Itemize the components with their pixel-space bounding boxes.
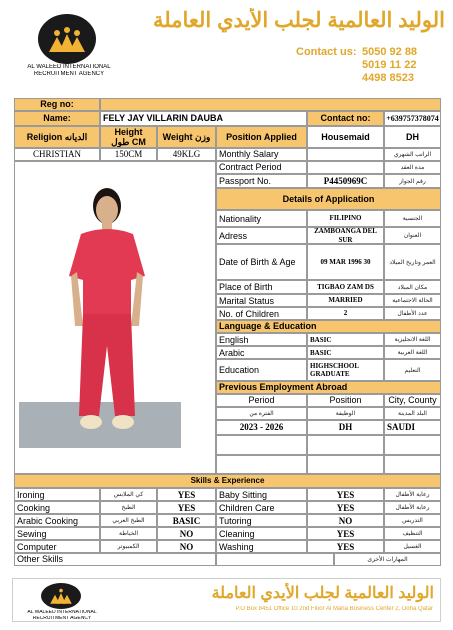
language-label: Arabic (216, 346, 307, 359)
footer-arabic-title: الوليد العالمية لجلب الأيدي العاملة (211, 585, 434, 602)
application-value: 2 (307, 307, 384, 320)
height-header (100, 126, 157, 148)
application-label: No. of Children (216, 307, 307, 320)
height-header-line2: طول CM (111, 137, 146, 147)
skill-label-right: Washing (216, 540, 307, 553)
col-position-header: Position (307, 394, 384, 407)
employment-city: SAUDI (384, 420, 441, 435)
employment-empty-row-4 (216, 455, 307, 474)
footer-logo-icon (46, 587, 76, 605)
other-skills-value (216, 553, 334, 566)
language-label: English (216, 333, 307, 346)
monthly-salary-value (307, 148, 384, 161)
skill-label-right: Baby Sitting (216, 488, 307, 501)
footer-address: P.O Box 8451 Office 10 2nd Floor Al Mana Business Center 2, Doha Qatar (235, 606, 433, 612)
col-city-header: City, County (384, 394, 441, 407)
contact-no-value: +639757378074 (384, 111, 441, 126)
employment-position: DH (307, 420, 384, 435)
skill-ar-right: التدريس (384, 514, 441, 527)
skill-value-right: NO (307, 514, 384, 527)
contract-period-label: Contract Period (216, 161, 307, 174)
person-figure-icon (19, 176, 181, 448)
skill-ar-left: الطبخ العربي (100, 514, 157, 527)
agency-name-line1: AL WALEED INTERNATIONAL (27, 64, 111, 70)
col-period-ar: الفترة من (216, 407, 307, 420)
footer-agency-line1: AL WALEED INTERNATIONAL (27, 610, 97, 615)
language-value: BASIC (307, 346, 384, 359)
passport-no-ar: رقم الجواز (384, 174, 441, 188)
position-value: Housemaid (307, 126, 384, 148)
agency-name-line2: RECRUITMENT AGENCY (33, 71, 105, 77)
skill-label-left: Computer (14, 540, 100, 553)
height-header-line1: Height (114, 127, 143, 137)
details-of-application-title: Details of Application (216, 188, 441, 210)
position-code: DH (384, 126, 441, 148)
application-ar: مكان الميلاد (384, 280, 441, 294)
skill-ar-right: رعاية الأطفال (384, 501, 441, 514)
skill-ar-left: كي الملابس (100, 488, 157, 501)
weight-header: Weight وزن (157, 126, 216, 148)
skill-value-left: NO (157, 540, 216, 553)
employment-empty-row-6 (384, 455, 441, 474)
language-education-title: Language & Education (216, 320, 441, 333)
religion-value: CHRISTIAN (14, 148, 100, 161)
application-label: Place of Birth (216, 280, 307, 294)
skill-value-right: YES (307, 501, 384, 514)
skill-label-right: Tutoring (216, 514, 307, 527)
application-ar: الحالة الاجتماعية (384, 294, 441, 307)
other-skills-ar: المهارات الأخرى (334, 553, 441, 566)
col-period-header: Period (216, 394, 307, 407)
skill-ar-left: الطبخ (100, 501, 157, 514)
reg-no-value (100, 98, 441, 111)
position-applied-header: Position Applied (216, 126, 307, 148)
contact-label: Contact us: (296, 47, 357, 58)
logo-people-icon (45, 24, 89, 54)
application-value: 09 MAR 1996 30 (307, 244, 384, 280)
contract-period-ar: مدة العقد (384, 161, 441, 174)
skill-value-left: YES (157, 501, 216, 514)
application-label: Marital Status (216, 294, 307, 307)
employment-period: 2023 - 2026 (216, 420, 307, 435)
application-ar: العنوان (384, 227, 441, 244)
col-position-ar: الوظيفة (307, 407, 384, 420)
employment-empty-row-2 (307, 435, 384, 455)
skill-value-right: YES (307, 527, 384, 540)
language-ar: اللغة العربية (384, 346, 441, 359)
skills-experience-title: Skills & Experience (14, 474, 441, 488)
skill-ar-right: رعاية الأطفال (384, 488, 441, 501)
skill-value-left: BASIC (157, 514, 216, 527)
application-ar: عدد الأطفال (384, 307, 441, 320)
application-ar: العمر وتاريخ الميلاد (384, 244, 441, 280)
skill-ar-left: الكمبيوتر (100, 540, 157, 553)
skill-label-left: Sewing (14, 527, 100, 540)
application-label: Adress (216, 227, 307, 244)
employment-empty-row-1 (216, 435, 307, 455)
phone-3: 4498 8523 (362, 73, 414, 84)
application-label: Date of Birth & Age (216, 244, 307, 280)
skill-ar-left: الخياطة (100, 527, 157, 540)
footer-logo (41, 583, 81, 609)
passport-no-label: Passport No. (216, 174, 307, 188)
name-label: Name: (14, 111, 100, 126)
skill-value-right: YES (307, 488, 384, 501)
contract-period-value (307, 161, 384, 174)
application-label: Nationality (216, 210, 307, 227)
skill-label-left: Ironing (14, 488, 100, 501)
previous-employment-title: Previous Employment Abroad (216, 381, 441, 394)
monthly-salary-ar: الراتب الشهري (384, 148, 441, 161)
application-value: TIGBAO ZAM DS (307, 280, 384, 294)
col-city-ar: البلد المدينة (384, 407, 441, 420)
phone-1: 5050 92 88 (362, 47, 418, 58)
employment-empty-row-5 (307, 455, 384, 474)
agency-logo (38, 14, 96, 64)
employment-empty-row-3 (384, 435, 441, 455)
application-value: ZAMBOANGA DEL SUR (307, 227, 384, 244)
passport-no-value: P4450969C (307, 174, 384, 188)
language-value: BASIC (307, 333, 384, 346)
skill-label-left: Cooking (14, 501, 100, 514)
skill-label-right: Children Care (216, 501, 307, 514)
name-value: FELY JAY VILLARIN DAUBA (100, 111, 307, 126)
skill-value-left: NO (157, 527, 216, 540)
application-ar: الجنسية (384, 210, 441, 227)
skill-value-right: YES (307, 540, 384, 553)
height-value: 150CM (100, 148, 157, 161)
language-ar: التعليم (384, 359, 441, 381)
phone-2: 5019 11 22 (362, 60, 417, 71)
language-label: Education (216, 359, 307, 381)
language-value: HIGHSCHOOL GRADUATE (307, 359, 384, 381)
footer-agency-line2: RECRUITMENT AGENCY (32, 616, 92, 621)
language-ar: اللغة الانجليزية (384, 333, 441, 346)
footer-banner (12, 578, 441, 622)
skill-label-left: Arabic Cooking (14, 514, 100, 527)
monthly-salary-label: Monthly Salary (216, 148, 307, 161)
skill-value-left: YES (157, 488, 216, 501)
skill-ar-right: الغسيل (384, 540, 441, 553)
application-value: MARRIED (307, 294, 384, 307)
contact-no-label: Contact no: (307, 111, 384, 126)
weight-value: 49KLG (157, 148, 216, 161)
other-skills-label: Other Skills (14, 553, 216, 566)
applicant-photo (19, 176, 181, 448)
reg-no-label: Reg no: (14, 98, 100, 111)
skill-label-right: Cleaning (216, 527, 307, 540)
application-value: FILIPINO (307, 210, 384, 227)
skill-ar-right: التنظيف (384, 527, 441, 540)
religion-header: Religion الديانه (14, 126, 100, 148)
header-arabic-title: الوليد العالمية لجلب الأيدي العاملة (153, 9, 445, 32)
